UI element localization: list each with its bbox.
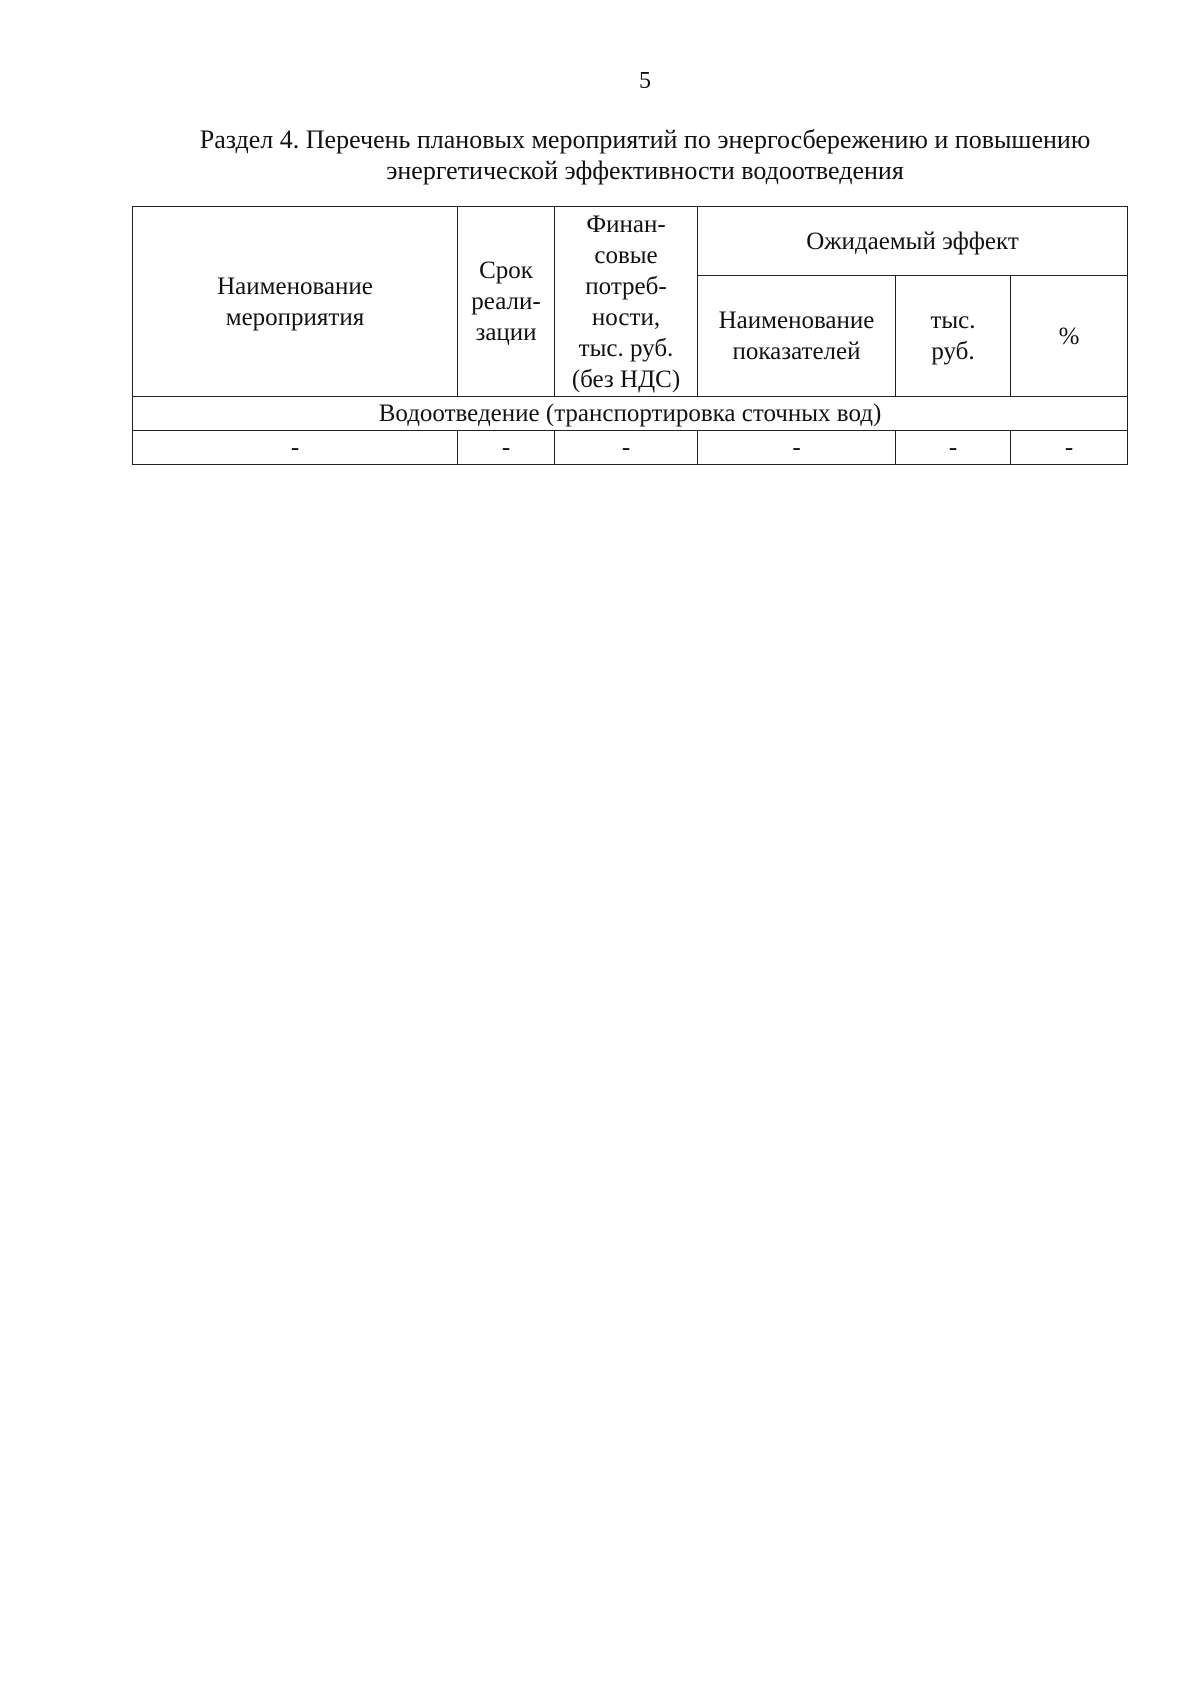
cell-percent: - xyxy=(1011,431,1128,465)
page-number: 5 xyxy=(639,68,651,94)
section-title xyxy=(140,124,1150,186)
header-thousand-rub: тыс. руб. xyxy=(896,276,1011,397)
measures-table xyxy=(132,206,1128,465)
header-financing: Финан- совые потреб- ности, тыс. руб. (без НДС) xyxy=(555,207,698,397)
header-indicators: Наименование показателей xyxy=(698,276,896,397)
cell-term: - xyxy=(458,431,555,465)
cell-financing: - xyxy=(555,431,698,465)
cell-rub: - xyxy=(896,431,1011,465)
section-title-line-1: Раздел 4. Перечень плановых мероприятий по энергосбережению и повышению xyxy=(199,125,1091,154)
table-header-row-1 xyxy=(133,207,1128,276)
section-title-line-2: энергетической эффективности водоотведения xyxy=(386,156,904,185)
header-term: Срок реали- зации xyxy=(458,207,555,397)
table-row xyxy=(133,431,1128,465)
header-expected-effect: Ожидаемый эффект xyxy=(698,207,1128,276)
cell-name: - xyxy=(133,431,458,465)
section-row-label: Водоотведение (транспортировка сточных вод) xyxy=(133,397,1128,431)
header-measure-name: Наименование мероприятия xyxy=(133,207,458,397)
header-percent: % xyxy=(1011,276,1128,397)
table-section-row xyxy=(133,397,1128,431)
cell-indicators: - xyxy=(698,431,896,465)
